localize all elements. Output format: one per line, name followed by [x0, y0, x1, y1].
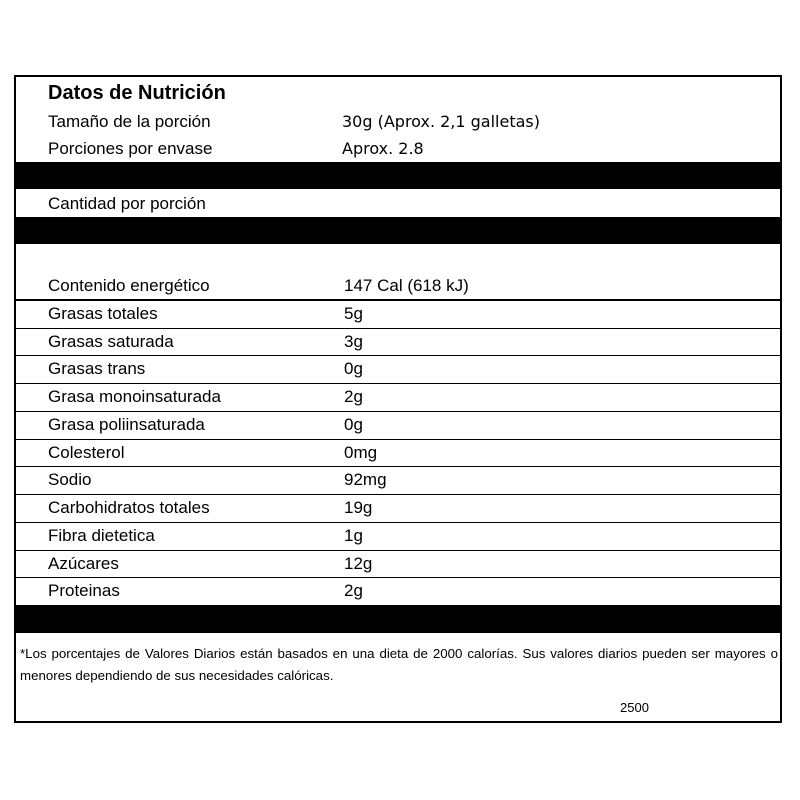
nutrient-value: 19g [344, 498, 373, 517]
nutrient-name: Sodio [48, 470, 92, 490]
nutrient-value: 0g [344, 414, 363, 434]
nutrient-row [16, 383, 780, 410]
nutrient-name: Fibra dietetica [48, 525, 155, 545]
nutrient-row [16, 494, 780, 521]
nutrient-value: 5g [344, 303, 363, 323]
thick-divider [16, 605, 780, 633]
nutrient-row [16, 439, 780, 466]
servings-value: Aprox. 2.8 [342, 139, 424, 158]
nutrient-value: 12g [344, 553, 373, 573]
nutrient-name: Carbohidratos totales [48, 498, 210, 517]
nutrient-name: Colesterol [48, 442, 125, 462]
nutrient-row [16, 411, 780, 438]
nutrient-row [16, 466, 780, 493]
nutrient-value: 147 Cal (618 kJ) [344, 276, 469, 295]
nutrient-value: 92mg [344, 470, 387, 490]
serving-size-value: 30g (Aprox. 2,1 galletas) [342, 112, 540, 131]
nutrient-name: Azúcares [48, 553, 119, 573]
nutrient-value: 1g [344, 525, 363, 545]
nutrient-row [16, 328, 780, 355]
nutrient-name: Proteinas [48, 581, 120, 601]
nutrient-row [16, 300, 780, 327]
serving-size-label: Tamaño de la porción [48, 112, 211, 131]
nutrient-row [16, 355, 780, 382]
panel-title: Datos de Nutrición [48, 82, 226, 104]
nutrient-value: 2g [344, 581, 363, 601]
nutrient-value: 0g [344, 359, 363, 379]
nutrient-name: Grasa poliinsaturada [48, 414, 205, 434]
nutrient-row [16, 272, 780, 299]
footnote: *Los porcentajes de Valores Diarios están basados en una dieta de 2000 calorías. Sus valores diarios pueden ser mayores o menores dependiendo de sus necesidades calóricas. [20, 646, 778, 683]
nutrient-row [16, 522, 780, 549]
nutrient-name: Grasas trans [48, 359, 146, 379]
nutrient-value: 3g [344, 331, 363, 351]
nutrient-name: Contenido energético [48, 276, 210, 295]
nutrient-name: Grasas saturada [48, 331, 174, 351]
nutrient-name: Grasa monoinsaturada [48, 387, 221, 406]
nutrient-row [16, 550, 780, 577]
nutrient-row [16, 577, 780, 604]
footnote-column-value: 2500 [620, 700, 649, 715]
nutrient-name: Grasas totales [48, 303, 158, 323]
amount-per-serving: Cantidad por porción [48, 194, 206, 213]
thick-divider [16, 162, 780, 189]
thick-divider [16, 217, 780, 244]
servings-label: Porciones por envase [48, 139, 213, 158]
nutrient-value: 2g [344, 387, 363, 406]
nutrition-facts-panel [14, 75, 782, 723]
nutrient-value: 0mg [344, 442, 378, 462]
